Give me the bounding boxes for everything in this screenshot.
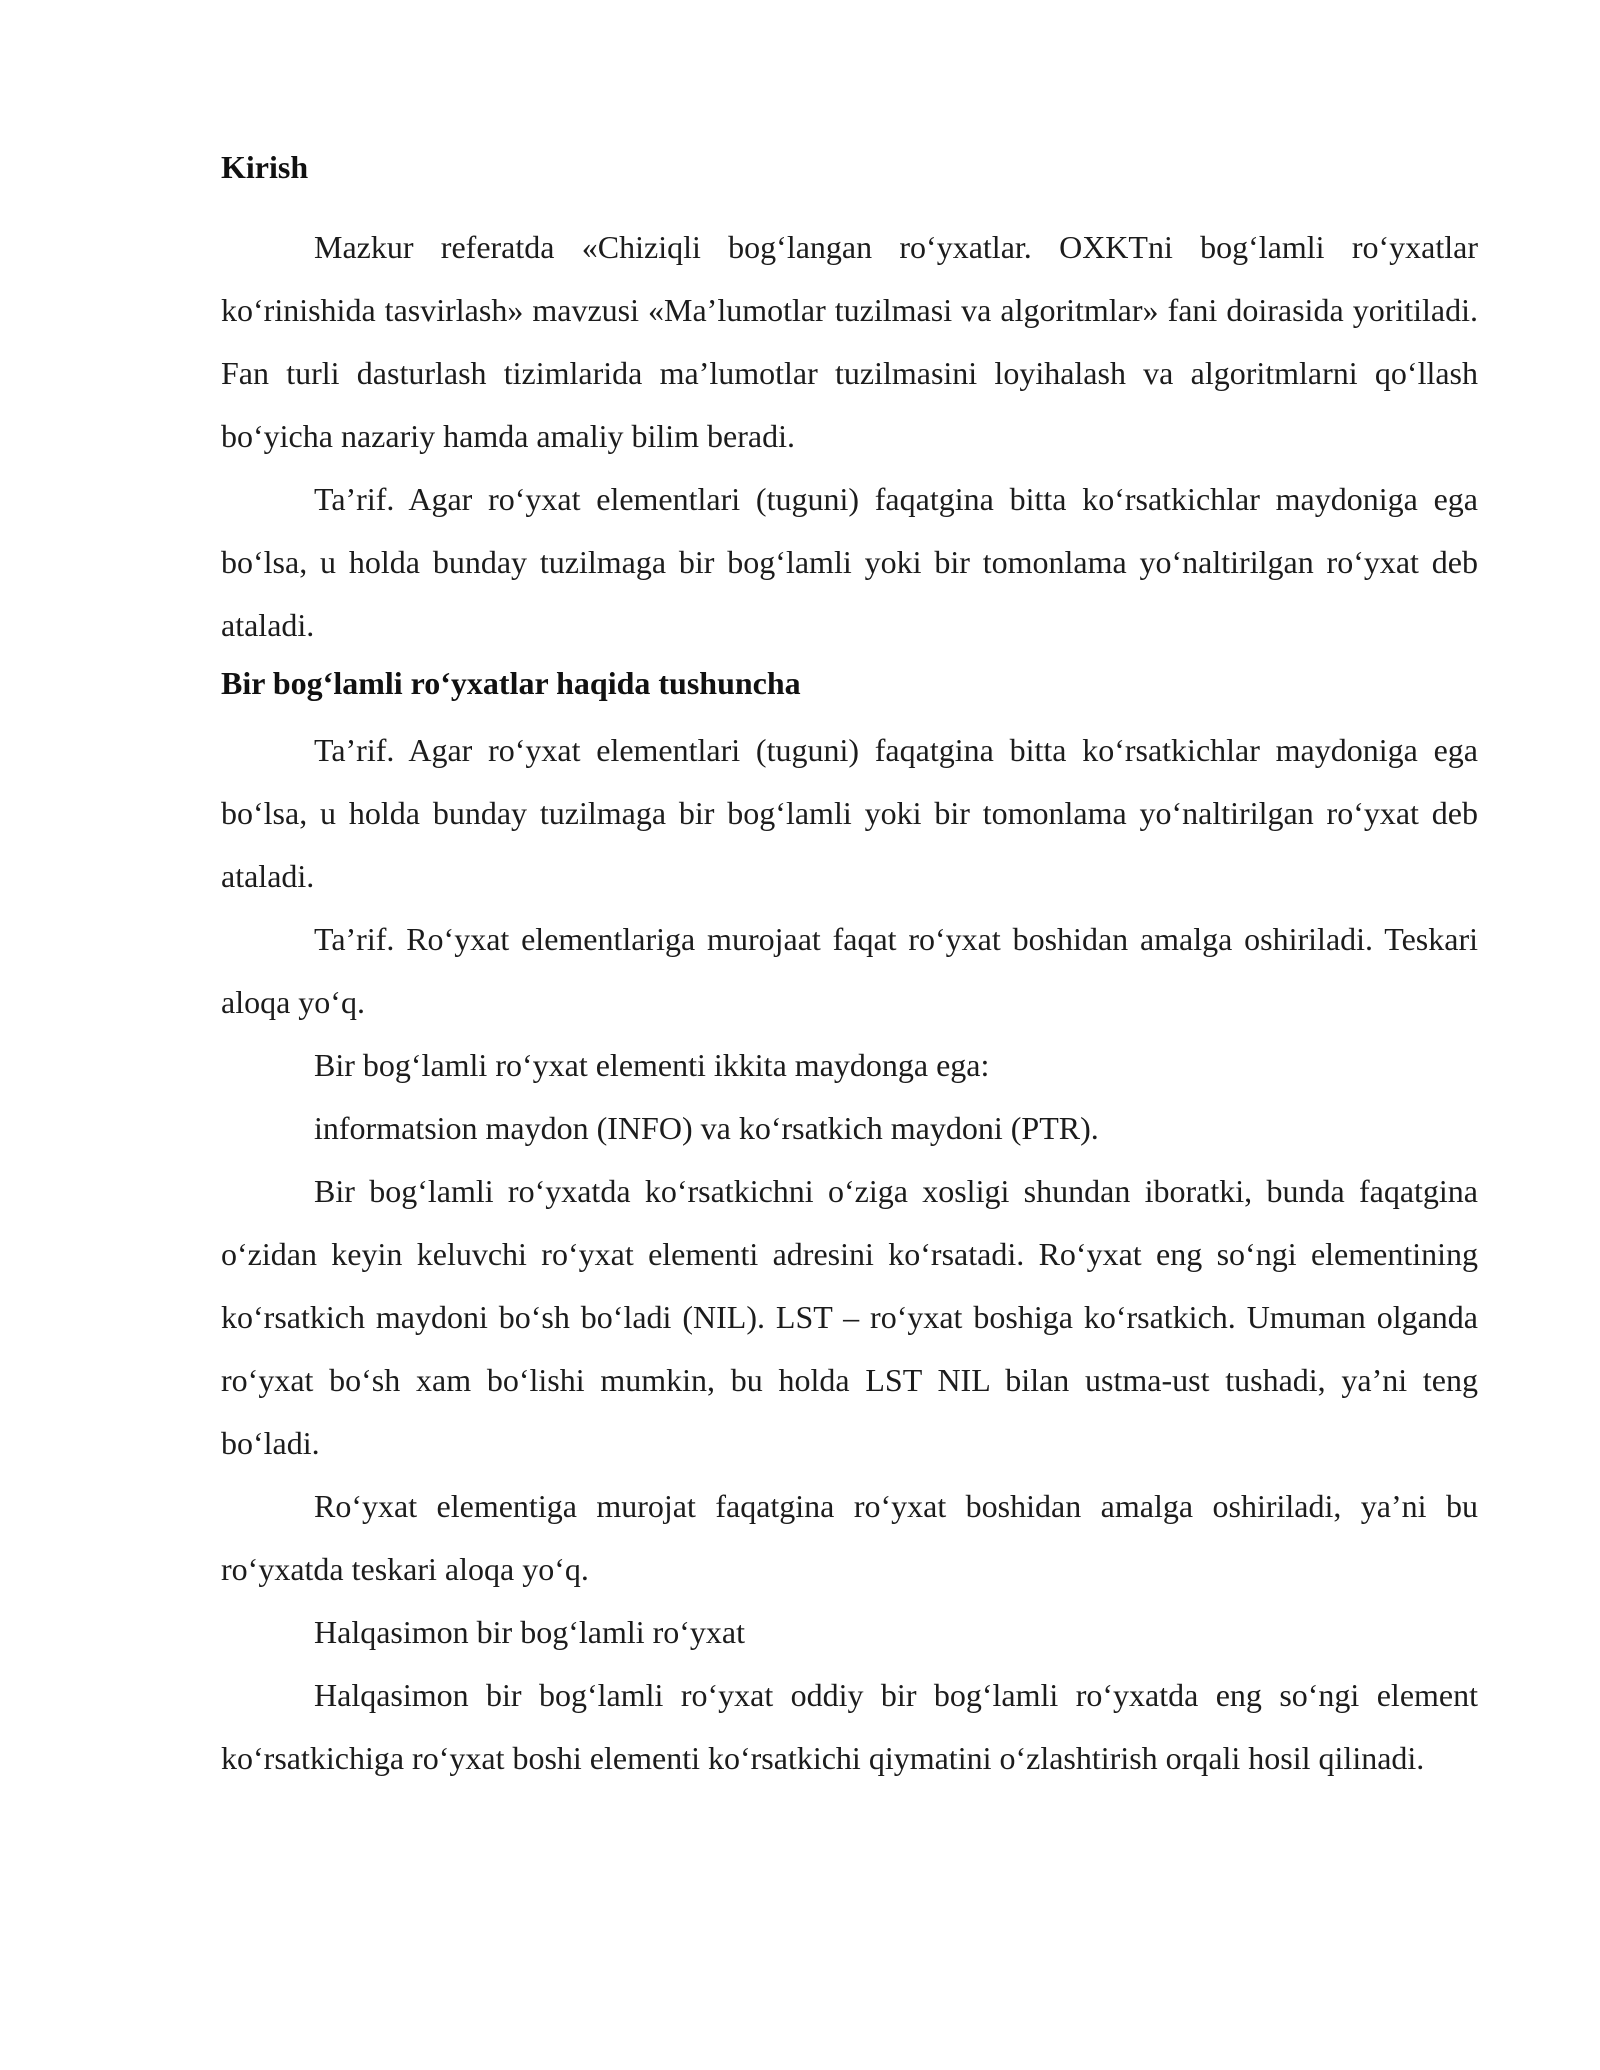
paragraph-circular-description: Halqasimon bir bog‘lamli ro‘yxat oddiy bir bog‘lamli ro‘yxatda eng so‘ngi element ko‘rsatkichiga ro‘yxat boshi elementi ko‘rsatkichi qiymatini o‘zlashtirish orqali hosil qilinadi.	[221, 1677, 1478, 1776]
heading-intro: Kirish	[221, 149, 309, 185]
document-page	[221, 140, 1478, 1790]
paragraph-fields-intro: Bir bog‘lamli ro‘yxat elementi ikkita maydonga ega:	[314, 1047, 990, 1083]
paragraph-pointer-description: Bir bog‘lamli ro‘yxatda ko‘rsatkichni o‘ziga xosligi shundan iboratki, bunda faqatgina o‘zidan keyin keluvchi ro‘yxat elementi adresini ko‘rsatadi. Ro‘yxat eng so‘ngi elementining ko‘rsatkich maydoni bo‘sh bo‘ladi (NIL). LST – ro‘yxat boshiga ko‘rsatkich. Umuman olganda ro‘yxat bo‘sh xam bo‘lishi mumkin, bu holda LST NIL bilan ustma-ust tushadi, ya’ni teng bo‘ladi.	[221, 1173, 1478, 1461]
paragraph-access: Ro‘yxat elementiga murojat faqatgina ro‘yxat boshidan amalga oshiriladi, ya’ni bu ro‘yxatda teskari aloqa yo‘q.	[221, 1488, 1478, 1587]
paragraph-fields-list: informatsion maydon (INFO) va ko‘rsatkich maydoni (PTR).	[314, 1110, 1099, 1146]
heading-section: Bir bog‘lamli ro‘yxatlar haqida tushuncha	[221, 665, 801, 701]
paragraph-intro-1: Mazkur referatda «Chiziqli bog‘langan ro‘yxatlar. OXKTni bog‘lamli ro‘yxatlar ko‘rinishida tasvirlash» mavzusi «Ma’lumotlar tuzilmasi va algoritmlar» fani doirasida yoritiladi. Fan turli dasturlash tizimlarida ma’lumotlar tuzilmasini loyihalash va algoritmlarni qo‘llash bo‘yicha nazariy hamda amaliy bilim beradi.	[221, 229, 1478, 454]
paragraph-circular-title: Halqasimon bir bog‘lamli ro‘yxat	[314, 1614, 746, 1650]
paragraph-definition-3: Ta’rif. Ro‘yxat elementlariga murojaat faqat ro‘yxat boshidan amalga oshiriladi. Teskari aloqa yo‘q.	[221, 921, 1478, 1020]
paragraph-definition-1: Ta’rif. Agar ro‘yxat elementlari (tuguni) faqatgina bitta ko‘rsatkichlar maydoniga ega bo‘lsa, u holda bunday tuzilmaga bir bog‘lamli yoki bir tomonlama yo‘naltirilgan ro‘yxat deb ataladi.	[221, 481, 1478, 643]
paragraph-definition-2: Ta’rif. Agar ro‘yxat elementlari (tuguni) faqatgina bitta ko‘rsatkichlar maydoniga ega bo‘lsa, u holda bunday tuzilmaga bir bog‘lamli yoki bir tomonlama yo‘naltirilgan ro‘yxat deb ataladi.	[221, 732, 1478, 894]
